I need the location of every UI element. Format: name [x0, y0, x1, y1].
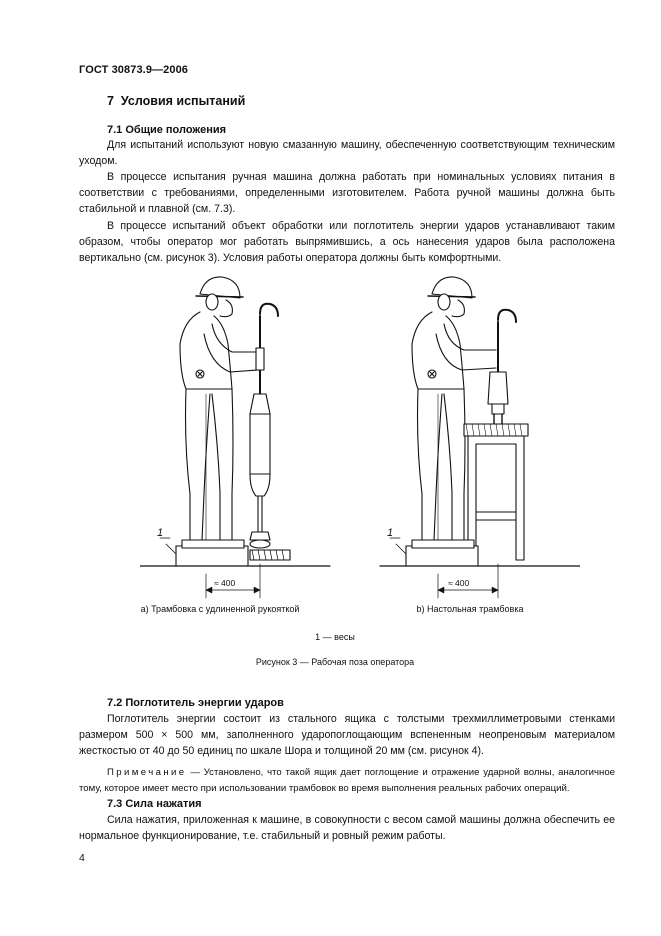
- operator-figure-left: [180, 277, 258, 564]
- figure-3-operator-posture: [140, 264, 580, 604]
- document-header: ГОСТ 30873.9—2006: [79, 64, 189, 76]
- section-heading: [107, 94, 245, 108]
- figure-legend: 1 — весы: [315, 632, 355, 642]
- note-label: Примечание: [107, 767, 187, 778]
- caption-a: a) Трамбовка с удлиненной рукояткой: [140, 604, 300, 614]
- subsection-7-3-title: 7.3 Сила нажатия: [107, 798, 202, 810]
- paragraph-7-3-1: Сила нажатия, приложенная к машине, в совокупности с весом самой машины должна обеспечить ее нормальное функционирование, т.е. стабильный и ровный режим работы.: [79, 814, 615, 843]
- paragraph-7-1-2: В процессе испытания ручная машина должна работать при номинальных условиях питания в соответствии с требованиями, определенными изготовителем. Работа ручной машины должна быть стабильной и плавной (см. 7.3).: [79, 171, 615, 216]
- subsection-7-2-title: 7.2 Поглотитель энергии ударов: [107, 697, 284, 709]
- page-number: 4: [79, 852, 85, 864]
- callout-1-left: 1: [157, 527, 164, 539]
- section-title: Условия испытаний: [120, 94, 246, 108]
- rammer-table: [488, 310, 516, 424]
- paragraph-7-1-1: Для испытаний используют новую смазанную машину, обеспеченную соответствующим техническим уходом.: [79, 139, 615, 168]
- callout-1-right: 1: [387, 527, 394, 539]
- dimension-right: ≈ 400: [448, 578, 470, 588]
- caption-b: b) Настольная трамбовка: [416, 604, 524, 614]
- operator-figure-right: [412, 277, 496, 564]
- scales-left: [176, 540, 248, 566]
- dimension-left: ≈ 400: [214, 578, 236, 588]
- paragraph-7-1-3: В процессе испытаний объект обработки или поглотитель энергии ударов устанавливают таким образом, чтобы оператор мог работать выпрямившись, а ось нанесения ударов была расположена вертикально (см. рисунок 3). Условия работы оператора должны быть комфортными.: [79, 220, 615, 265]
- figure-title: Рисунок 3 — Рабочая поза оператора: [255, 657, 415, 667]
- scales-right: [406, 540, 478, 566]
- section-number: 7: [107, 94, 114, 108]
- paragraph-7-2-1: Поглотитель энергии состоит из стального ящика с толстыми трехмиллиметровыми стенками размером 500 × 500 мм, заполненного ударопоглощающим вспененным неопреновым материалом жесткостью от 40 до 50 единиц по шкале Шора и толщиной 20 мм (см. рисунок 4).: [79, 713, 615, 758]
- note-7-2: [79, 765, 615, 796]
- subsection-7-1-title: 7.1 Общие положения: [107, 124, 227, 136]
- rammer-long-handle: [250, 304, 290, 560]
- note-text: — Установлено, что такой ящик дает поглощение и отражение ударной волны, аналогичное тому, которое имеет место при использовании трамбовок во время выполнения реальных рабочих операций.: [79, 767, 615, 794]
